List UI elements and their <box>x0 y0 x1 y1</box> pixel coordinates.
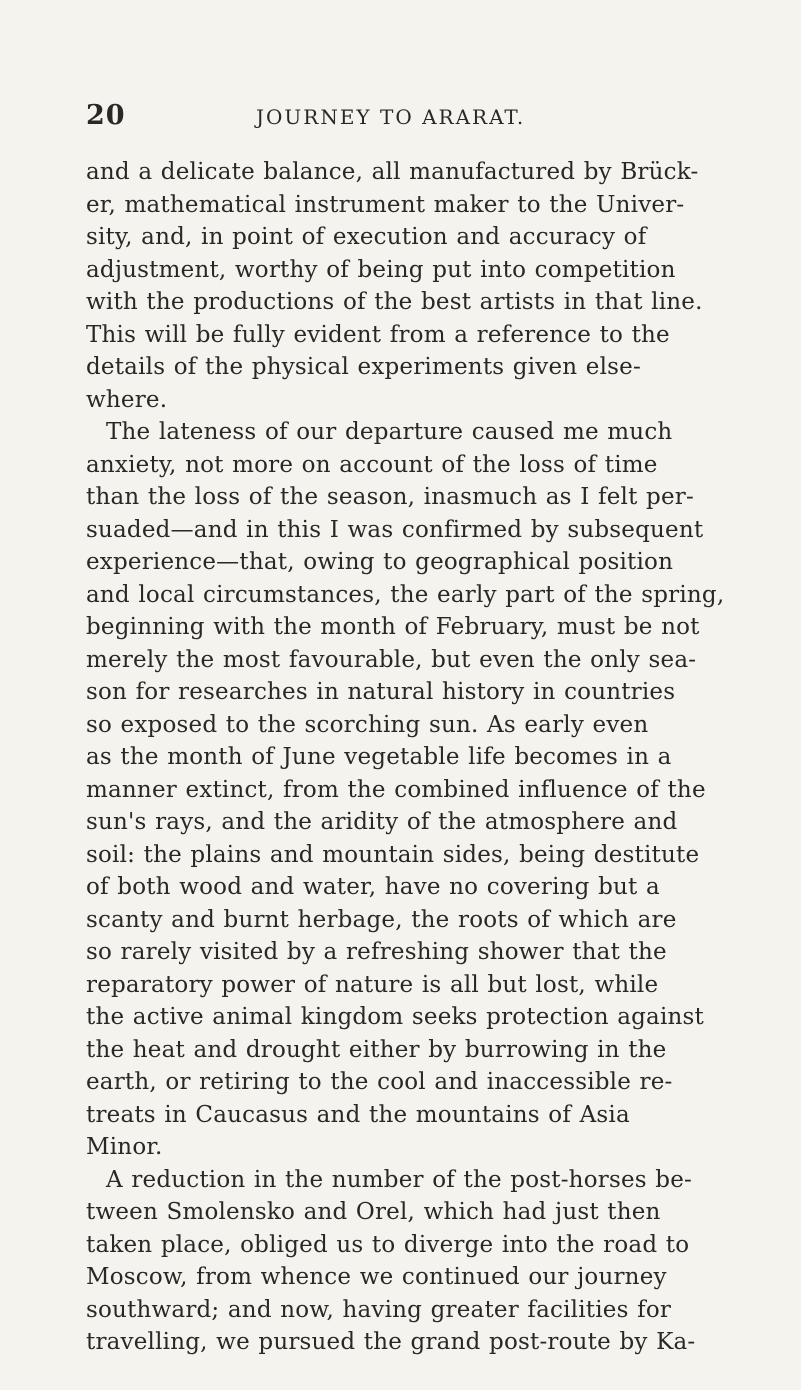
text-line: treats in Caucasus and the mountains of Asia <box>86 1101 630 1128</box>
text-line: beginning with the month of February, must be not <box>86 614 700 640</box>
text-line: so rarely visited by a refreshing shower that the <box>86 939 667 965</box>
paragraph-start-line: A reduction in the number of the post-horses be- <box>106 1166 692 1193</box>
text-line: where. <box>86 386 168 413</box>
text-line: earth, or retiring to the cool and inaccessible re- <box>86 1069 673 1095</box>
text-line: as the month of June vegetable life becomes in a <box>86 744 672 770</box>
text-line: sun's rays, and the aridity of the atmosphere and <box>86 809 678 835</box>
text-line: manner extinct, from the combined influence of the <box>86 776 706 803</box>
text-line: sity, and, in point of execution and accuracy of <box>86 224 647 250</box>
paragraph-start-line: The lateness of our departure caused me much <box>106 419 673 445</box>
text-line: merely the most favourable, but even the only sea- <box>86 646 697 673</box>
text-line: than the loss of the season, inasmuch as I felt per- <box>86 484 694 510</box>
text-line: er, mathematical instrument maker to the Univer- <box>86 191 685 218</box>
text-line: reparatory power of nature is all but lost, while <box>86 971 659 998</box>
text-line: of both wood and water, have no covering but a <box>86 874 660 900</box>
text-line: son for researches in natural history in countries <box>86 679 676 705</box>
text-line: southward; and now, having greater facilities for <box>86 1296 672 1323</box>
text-line: soil: the plains and mountain sides, being destitute <box>86 841 700 868</box>
text-line: with the productions of the best artists in that line. <box>86 289 703 315</box>
text-line: and local circumstances, the early part of the spring, <box>86 581 725 608</box>
text-line: scanty and burnt herbage, the roots of which are <box>86 906 677 933</box>
text-line: suaded—and in this I was confirmed by subsequent <box>86 516 704 543</box>
text-line: the active animal kingdom seeks protection against <box>86 1004 704 1030</box>
text-line: and a delicate balance, all manufactured by Brück- <box>86 159 699 185</box>
text-line: Moscow, from whence we continued our journey <box>86 1264 667 1290</box>
text-line: the heat and drought either by burrowing in the <box>86 1036 667 1063</box>
page-number: 20 <box>86 100 126 131</box>
text-line: so exposed to the scorching sun. As early even <box>86 711 649 738</box>
text-line: anxiety, not more on account of the loss of time <box>86 451 658 478</box>
text-line: adjustment, worthy of being put into competition <box>86 256 676 283</box>
text-line: tween Smolensko and Orel, which had just then <box>86 1199 661 1225</box>
text-line: Minor. <box>86 1134 163 1160</box>
text-line: experience—that, owing to geographical position <box>86 549 674 575</box>
page-header <box>86 100 726 140</box>
text-line: taken place, obliged us to diverge into the road to <box>86 1231 690 1258</box>
body-text <box>86 156 725 1359</box>
text-line: travelling, we pursued the grand post-route by Ka- <box>86 1329 696 1355</box>
text-line: details of the physical experiments given else- <box>86 354 641 380</box>
text-line: This will be fully evident from a reference to the <box>86 321 670 348</box>
running-head: JOURNEY TO ARARAT. <box>256 105 526 129</box>
